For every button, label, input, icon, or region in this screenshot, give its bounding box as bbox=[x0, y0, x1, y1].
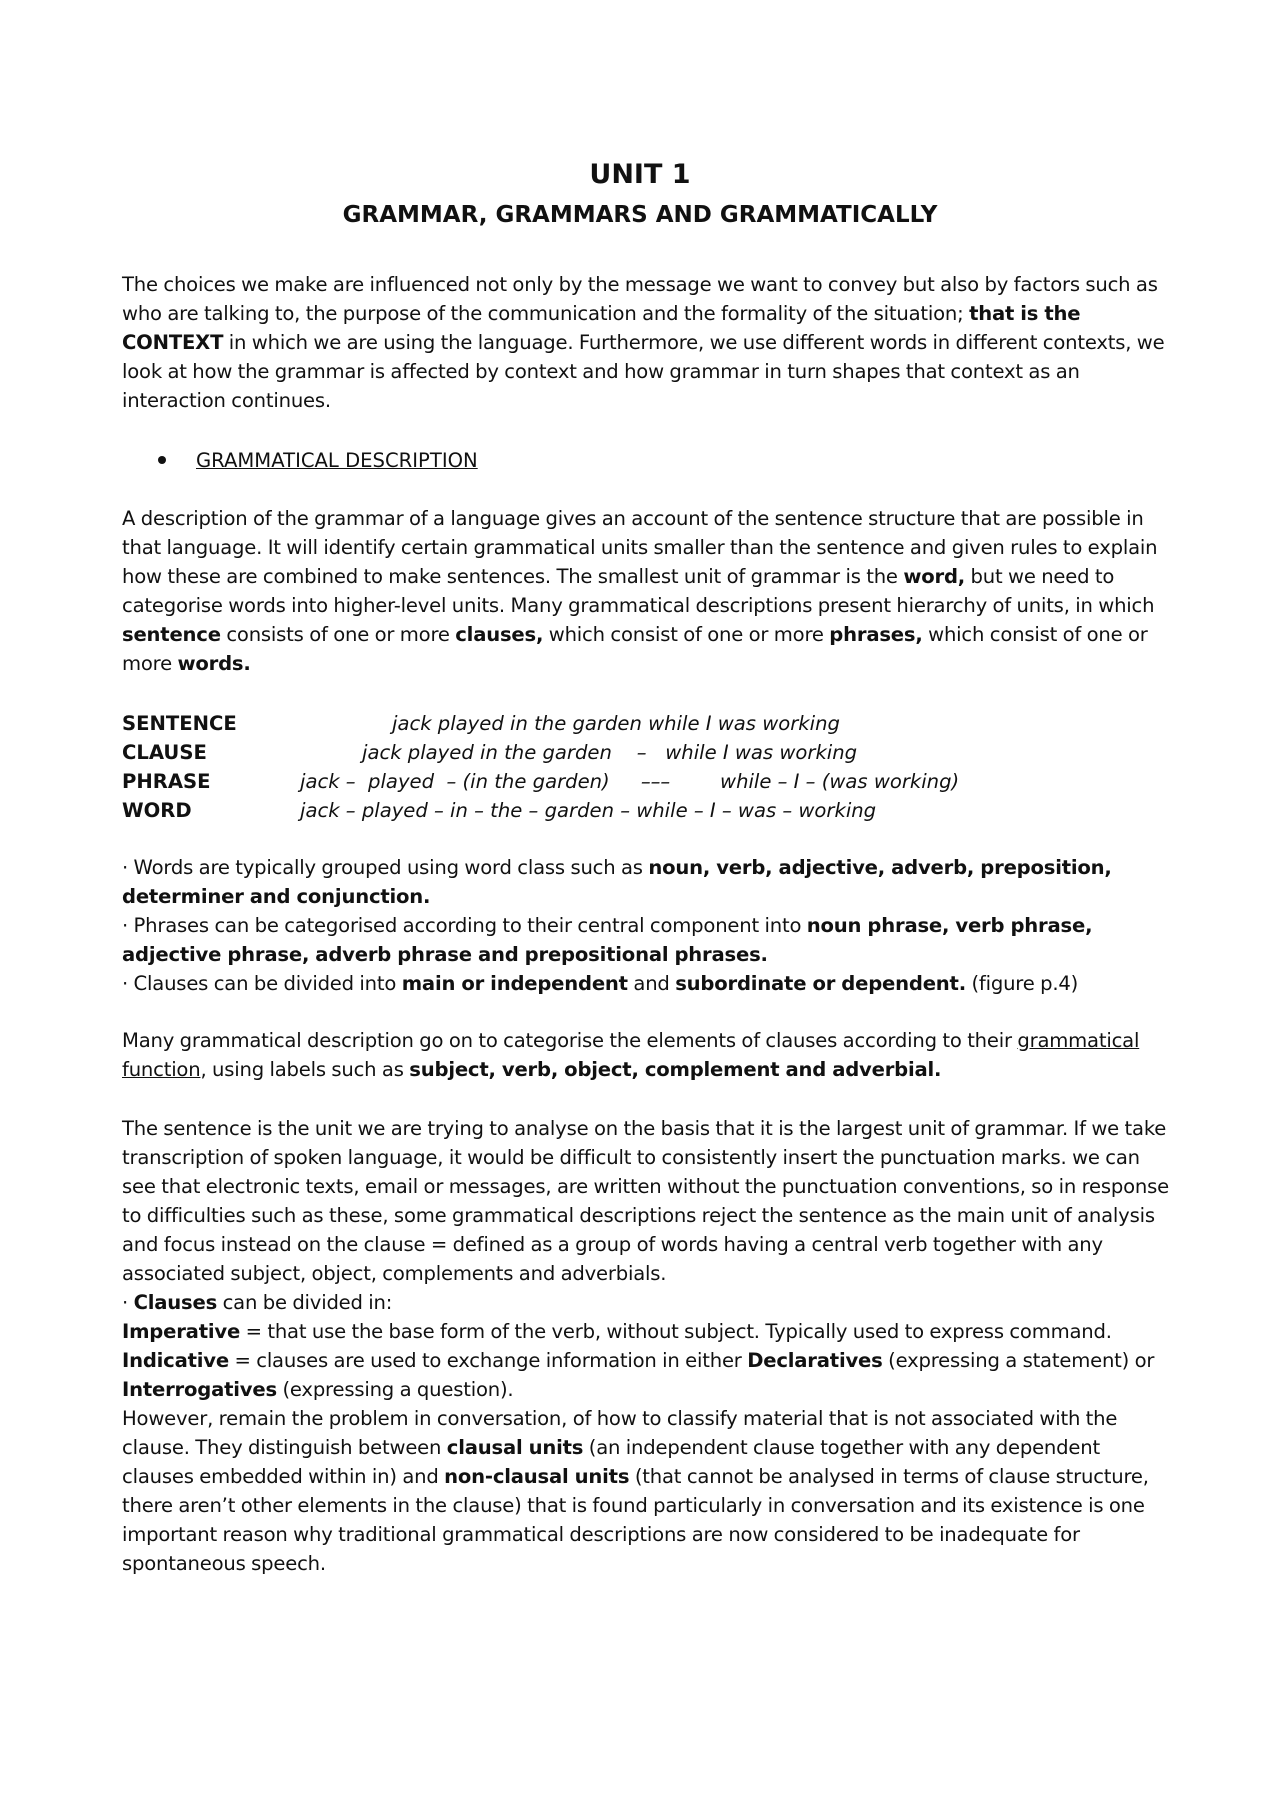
example-label: WORD bbox=[122, 799, 192, 822]
example-text: jack – played – (in the garden) ––– while – I – (was working) bbox=[300, 770, 960, 793]
example-row-sentence bbox=[122, 709, 1172, 738]
bullet-icon bbox=[158, 456, 166, 464]
description-paragraph: A description of the grammar of a language gives an account of the sentence structure that are possible in that language. It will identify certain grammatical units smaller than the sentence and given rules to explain how these are combined to make sentences. The smallest unit of grammar is the word, but we need to categorise words into higher-level units. Many grammatical descriptions present hierarchy of units, in which sentence consists of one or more clauses, which consist of one or more phrases, which consist of one or more words. bbox=[122, 507, 1158, 675]
clauses-line: · Clauses can be divided into main or independent and subordinate or dependent. (figure p.4) bbox=[122, 972, 1079, 995]
functions-paragraph: Many grammatical description go on to categorise the elements of clauses according to their grammatical function, using labels such as subject, verb, object, complement and adverbial. bbox=[122, 1029, 1140, 1081]
hierarchy-example bbox=[122, 709, 1172, 825]
phrases-line: · Phrases can be categorised according to their central component into noun phrase, verb phrase, adjective phrase, adverb phrase and prepositional phrases. bbox=[122, 914, 1093, 966]
unit-subtitle: GRAMMAR, GRAMMARS AND GRAMMATICALLY bbox=[342, 202, 938, 228]
example-row-clause bbox=[122, 738, 1172, 767]
example-label: PHRASE bbox=[122, 770, 211, 793]
section-heading bbox=[158, 446, 478, 475]
sentence-unit-paragraph bbox=[122, 1114, 1172, 1578]
indicative-line: Indicative = clauses are used to exchange information in either Declaratives (expressing a statement) or Interrogatives (expressing a question). bbox=[122, 1349, 1155, 1401]
words-line: · Words are typically grouped using word class such as noun, verb, adjective, adverb, preposition, determiner and conjunction. bbox=[122, 856, 1112, 908]
example-label: SENTENCE bbox=[122, 712, 237, 735]
classes-paragraph bbox=[122, 853, 1172, 998]
sentence-unit-text: The sentence is the unit we are trying to analyse on the basis that it is the largest unit of grammar. If we take transcription of spoken language, it would be difficult to consistently insert the punctuation marks. we can see that electronic texts, email or messages, are written without the punctuation conventions, so in response to difficulties such as these, some grammatical descriptions reject the sentence as the main unit of analysis and focus instead on the clause = defined as a group of words having a central verb together with any associated subject, object, complements and adverbials. bbox=[122, 1117, 1169, 1285]
example-text: jack played in the garden – while I was working bbox=[362, 741, 858, 764]
example-row-word bbox=[122, 796, 1172, 825]
example-row-phrase bbox=[122, 767, 1172, 796]
unit-title: UNIT 1 bbox=[589, 159, 691, 190]
imperative-line: Imperative = that use the base form of the verb, without subject. Typically used to express command. bbox=[122, 1320, 1112, 1343]
however-line: However, remain the problem in conversation, of how to classify material that is not associated with the clause. They distinguish between clausal units (an independent clause together with any dependent clauses embedded within in) and non-clausal units (that cannot be analysed in terms of clause structure, there aren’t other elements in the clause) that is found particularly in conversation and its existence is one important reason why traditional grammatical descriptions are now considered to be inadequate for spontaneous speech. bbox=[122, 1407, 1149, 1575]
example-text: jack played in the garden while I was working bbox=[392, 712, 840, 735]
example-text: jack – played – in – the – garden – while – I – was – working bbox=[300, 799, 877, 822]
section-heading-text: GRAMMATICAL DESCRIPTION bbox=[196, 449, 478, 472]
clauses-divided-line: · Clauses can be divided in: bbox=[122, 1291, 393, 1314]
intro-paragraph: The choices we make are influenced not only by the message we want to convey but also by factors such as who are talking to, the purpose of the communication and the formality of the situation; that is the CONTEXT in which we are using the language. Furthermore, we use different words in different contexts, we look at how the grammar is affected by context and how grammar in turn shapes that context as an interaction continues. bbox=[122, 273, 1165, 412]
example-label: CLAUSE bbox=[122, 741, 207, 764]
